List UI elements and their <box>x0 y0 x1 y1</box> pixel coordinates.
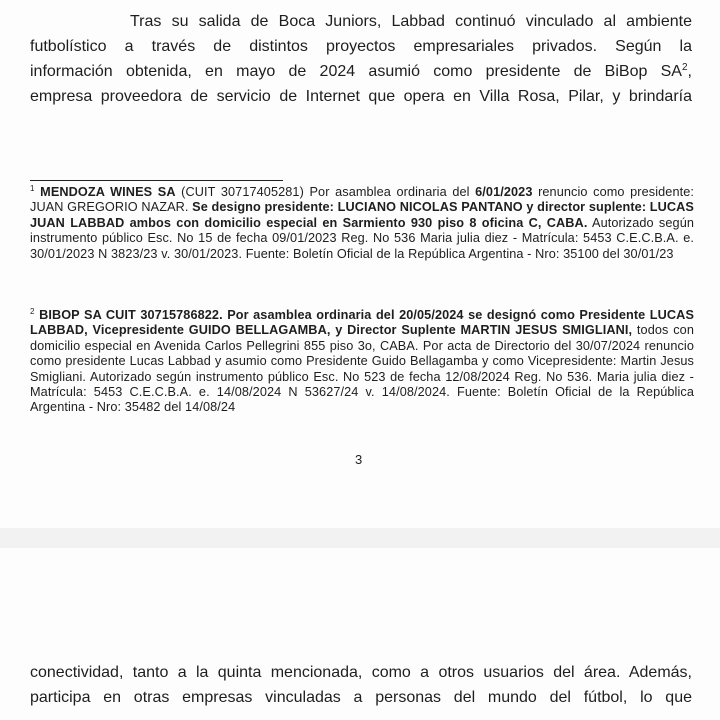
body-line: conectividad, tanto a la quinta mencionada, como a otros usuarios del área. Además, <box>30 664 692 681</box>
footnote-separator <box>30 180 283 181</box>
footnote-1 <box>30 185 694 262</box>
body-line: participa en otras empresas vinculadas a personas del mundo del fútbol, lo que <box>30 689 692 706</box>
footnote-run: Autorizado según instrumento público Esc. No 15 de fecha 09/01/2023 Reg. No 536 Maria julia diez - Matrícula: 5453 C.E.C.B.A. e. 30/01/2023 N 3823/23 v. 30/01/2023. Fuente: Boletín Oficial de la República Argentina - Nro: 35100 del 30/01/23 <box>30 215 695 261</box>
page-number: 3 <box>355 452 363 467</box>
footnote-text <box>30 308 694 414</box>
footnote-text <box>30 185 694 261</box>
footnote-run: todos con domicilio especial en Avenida Carlos Pellegrini 855 piso 3o, CABA. Por acta de Directorio del 30/07/2024 renuncio como presidente Lucas Labbad y asumio como Presidente Guido Bellagamba y como Vicepresidente: Martin Jesus Smigliani. Autorizado según instrumento público Esc. No 523 de fecha 12/08/2024 Reg. No 536. Maria julia diez - Matrícula: 5453 C.E.C.B.A. e. 14/08/2024 N 53627/24 v. 14/08/2024. Fuente: Boletín Oficial de la República Argentina - Nro: 35482 del 14/08/24 <box>30 323 694 415</box>
footnote-marker: 1 <box>30 184 35 193</box>
footnote-reference: 2 <box>681 62 688 73</box>
body-line-text: información obtenida, en mayo de 2024 asumió como presidente de BiBop SA <box>30 63 682 80</box>
footnote-2 <box>30 308 694 416</box>
body-line: Tras su salida de Boca Juniors, Labbad continuó vinculado al ambiente <box>130 13 692 30</box>
body-line: empresa proveedora de servicio de Internet que opera en Villa Rosa, Pilar, y brindaría <box>30 88 692 105</box>
document-page-4 <box>0 548 720 720</box>
footnote-bold-run: BIBOP SA CUIT 30715786822. Por asamblea ordinaria del 20/05/2024 se designó como Presidente LUCAS LABBAD, Vicepresidente GUIDO BELLAGAMBA, y Director Suplente MARTIN JESUS SMIGLIANI, <box>30 308 695 338</box>
body-line: futbolístico a través de distintos proyectos empresariales privados. Según la <box>30 38 692 55</box>
body-punctuation: , <box>687 63 692 80</box>
footnote-bold-run: 6/01/2023 <box>475 185 533 199</box>
footnote-run: renuncio como presidente: JUAN GREGORIO NAZAR. <box>30 185 695 215</box>
footnote-bold-run: MENDOZA WINES SA <box>40 185 176 199</box>
footnote-bold-run: Se designo presidente: LUCIANO NICOLAS PANTANO y director suplente: LUCAS JUAN LABBAD ambos con domicilio especial en Sarmiento 930 piso 8 oficina C, CABA. <box>30 200 694 230</box>
footnote-marker: 2 <box>30 307 35 316</box>
footnote-run: (CUIT 30717405281) Por asamblea ordinaria del <box>175 185 476 199</box>
body-line <box>30 60 692 85</box>
